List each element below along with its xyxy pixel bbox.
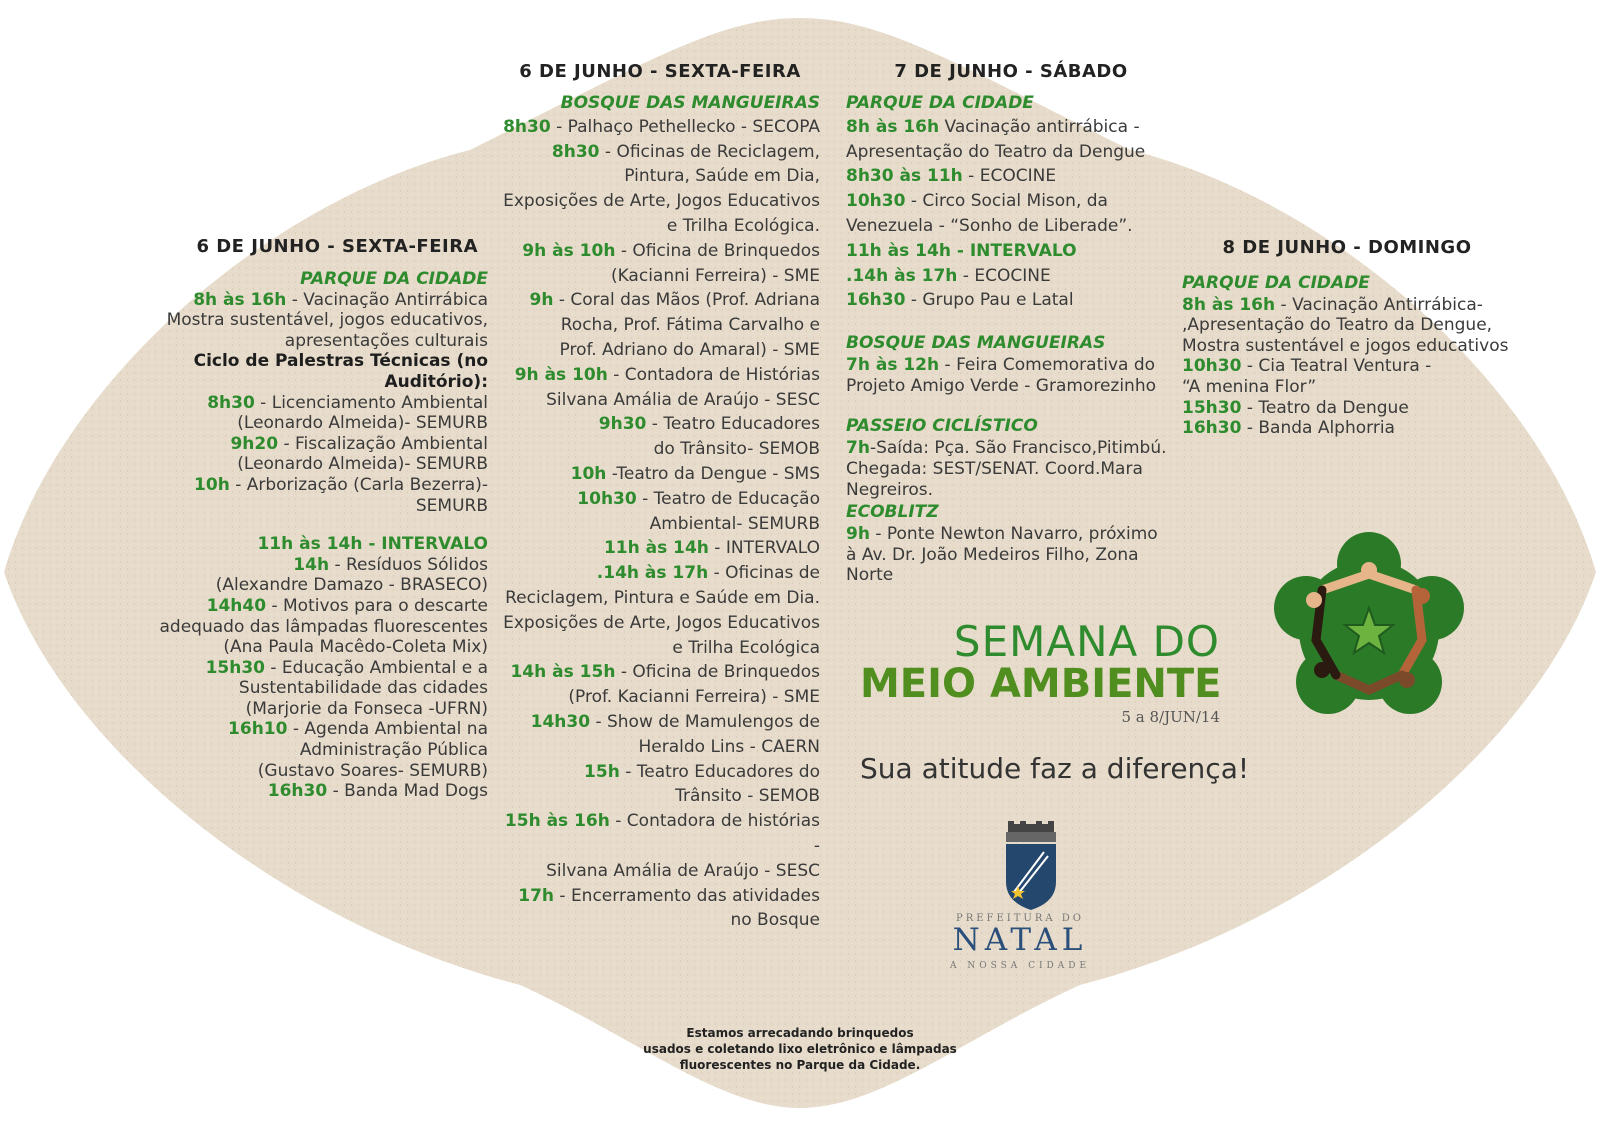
schedule-entry	[500, 636, 820, 661]
schedule-entry	[500, 239, 820, 264]
entry-text: - Show de Mamulengos de	[590, 711, 820, 732]
entry-text: - Banda Alphorria	[1241, 418, 1395, 439]
day-heading: 6 DE JUNHO - SEXTA-FEIRA	[519, 61, 801, 82]
coat-of-arms-icon	[1000, 820, 1062, 912]
entry-time: 8h30	[503, 116, 551, 137]
schedule-entry	[846, 189, 1176, 214]
schedule-entry	[120, 575, 488, 596]
schedule-saturday	[846, 60, 1176, 586]
entry-time: 9h20	[230, 433, 279, 454]
schedule-entry	[500, 338, 820, 363]
entry-text: - Grupo Pau e Latal	[905, 290, 1074, 311]
entry-text: - ECOCINE	[957, 265, 1051, 286]
entry-text: Exposições de Arte, Jogos Educativos	[503, 612, 820, 633]
entry-time: .14h às 17h	[846, 265, 958, 286]
entry-text: - Palhaço Pethellecko - SECOPA	[550, 116, 820, 137]
entry-text: Ciclo de Palestras Técnicas (no Auditório):	[193, 351, 488, 392]
entry-text: - Contadora de histórias -	[609, 811, 820, 856]
entry-text: ,Apresentação do Teatro da Dengue,	[1182, 315, 1493, 336]
entry-time: 8h30	[551, 141, 600, 162]
entry-list	[1182, 295, 1512, 439]
entry-list	[846, 524, 1176, 586]
entry-text: -Teatro da Dengue - SMS	[606, 463, 820, 484]
schedule-entry	[500, 313, 820, 338]
schedule-entry	[500, 760, 820, 785]
entry-time: 14h	[293, 554, 330, 575]
entry-text: - Arborização (Carla Bezerra)- SEMURB	[229, 474, 488, 516]
entry-time: 8h às 16h	[1182, 294, 1276, 315]
schedule-entry	[120, 331, 488, 352]
event-title-line1: SEMANA DO	[953, 617, 1220, 666]
entry-time: 11h às 14h - INTERVALO	[257, 534, 488, 555]
entry-text: - Motivos para o descarte	[266, 595, 488, 616]
entry-time: 16h30	[846, 290, 906, 311]
entry-text: “A menina Flor”	[1182, 376, 1317, 397]
schedule-entry	[500, 735, 820, 760]
schedule-entry	[1182, 315, 1512, 336]
entry-list	[846, 438, 1176, 500]
schedule-entry	[500, 660, 820, 685]
entry-list	[120, 290, 488, 802]
entry-text: - Teatro Educadores do	[619, 761, 820, 782]
schedule-entry	[500, 412, 820, 437]
schedule-entry	[500, 363, 820, 388]
entry-time: 10h	[570, 463, 607, 484]
schedule-entry	[120, 534, 488, 555]
location-title: BOSQUE DAS MANGUEIRAS	[560, 92, 820, 113]
entry-time: 8h30 às 11h	[846, 166, 963, 187]
schedule-entry	[500, 884, 820, 909]
entry-text: - Agenda Ambiental na	[287, 719, 488, 740]
schedule-entry	[846, 264, 1176, 289]
entry-text: Rocha, Prof. Fátima Carvalho e	[560, 315, 820, 336]
entry-text: do Trânsito- SEMOB	[653, 439, 820, 460]
day-heading: 8 DE JUNHO - DOMINGO	[1222, 237, 1472, 258]
schedule-entry	[846, 524, 1176, 545]
schedule-entry	[500, 437, 820, 462]
schedule-entry	[500, 264, 820, 289]
schedule-entry	[1182, 418, 1512, 439]
entry-text: Negreiros.	[846, 479, 934, 500]
entry-text: - Circo Social Mison, da	[905, 191, 1108, 212]
schedule-entry	[120, 596, 488, 617]
schedule-entry	[1182, 336, 1512, 357]
entry-time: 9h	[529, 290, 554, 311]
schedule-entry	[120, 351, 488, 392]
entry-text: - Fiscalização Ambiental	[278, 433, 488, 454]
schedule-entry	[846, 480, 1176, 501]
schedule-entry	[500, 487, 820, 512]
schedule-entry	[846, 164, 1176, 189]
entry-time: 16h30	[1182, 418, 1242, 439]
entry-text: Mostra sustentável, jogos educativos,	[166, 310, 488, 331]
schedule-entry	[120, 719, 488, 740]
schedule-entry	[120, 617, 488, 638]
entry-text: Trânsito - SEMOB	[675, 786, 820, 807]
entry-time: 15h às 16h	[504, 811, 610, 832]
schedule-entry	[846, 239, 1176, 264]
location-title: ECOBLITZ	[846, 502, 939, 523]
donation-note-line: fluorescentes no Parque da Cidade.	[679, 1058, 921, 1072]
entry-text: e Trilha Ecológica.	[666, 215, 820, 236]
entry-time: 11h às 14h	[603, 538, 709, 559]
entry-time: 8h às 16h	[846, 116, 940, 137]
entry-text: (Leonardo Almeida)- SEMURB	[237, 454, 488, 475]
schedule-entry	[1182, 377, 1512, 398]
entry-time: 16h10	[228, 719, 288, 740]
entry-text: Silvana Amália de Araújo - SESC	[546, 389, 820, 410]
entry-time: 15h30	[205, 657, 265, 678]
schedule-entry	[120, 310, 488, 331]
schedule-entry	[846, 214, 1176, 239]
schedule-entry	[120, 740, 488, 761]
schedule-entry	[500, 859, 820, 884]
schedule-entry	[500, 685, 820, 710]
location-title: PARQUE DA CIDADE	[1182, 272, 1370, 293]
schedule-friday-parque	[120, 237, 488, 802]
entry-time: 14h40	[206, 595, 267, 616]
entry-text: Administração Pública	[299, 740, 488, 761]
entry-text: - Vacinação Antirrábica	[286, 289, 488, 310]
entry-time: 9h às 10h	[514, 364, 608, 385]
entry-text: - Feira Comemorativa do	[939, 355, 1156, 376]
entry-text: - Educação Ambiental e a	[264, 657, 488, 678]
prefeitura-name: NATAL	[952, 922, 1088, 958]
schedule-entry	[120, 434, 488, 455]
entry-text: - Licenciamento Ambiental	[254, 392, 488, 413]
entry-time: 10h30	[577, 488, 637, 509]
schedule-entry	[846, 376, 1176, 397]
schedule-entry	[500, 164, 820, 189]
prefeitura-tagline: A NOSSA CIDADE	[949, 961, 1091, 971]
entry-text: - Encerramento das atividades	[554, 885, 820, 906]
location-title: PASSEIO CICLÍSTICO	[846, 416, 1038, 437]
entry-text: Projeto Amigo Verde - Gramorezinho	[846, 375, 1156, 396]
entry-text: Apresentação do Teatro da Dengue	[846, 141, 1146, 162]
entry-text: - Teatro Educadores	[646, 414, 820, 435]
schedule-entry	[846, 355, 1176, 376]
entry-text: Silvana Amália de Araújo - SESC	[546, 860, 820, 881]
entry-text: - Coral das Mãos (Prof. Adriana	[553, 290, 820, 311]
schedule-entry	[846, 288, 1176, 313]
schedule-sunday	[1182, 238, 1512, 439]
schedule-entry	[500, 784, 820, 809]
schedule-entry	[500, 536, 820, 561]
schedule-entry	[500, 512, 820, 537]
entry-time: 9h às 10h	[522, 240, 616, 261]
event-logo-icon	[1262, 530, 1476, 730]
event-slogan: Sua atitude faz a diferença!	[860, 752, 1250, 785]
schedule-entry	[120, 413, 488, 434]
entry-time: 10h30	[1182, 356, 1242, 377]
schedule-entry	[120, 658, 488, 679]
location-title: PARQUE DA CIDADE	[300, 268, 488, 289]
schedule-entry	[120, 761, 488, 782]
entry-text: (Gustavo Soares- SEMURB)	[257, 760, 488, 781]
day-heading: 7 DE JUNHO - SÁBADO	[894, 61, 1128, 82]
entry-text: - ECOCINE	[962, 166, 1057, 187]
day-heading: 6 DE JUNHO - SEXTA-FEIRA	[196, 236, 478, 257]
entry-text: - Banda Mad Dogs	[327, 781, 488, 802]
schedule-entry	[846, 545, 1176, 566]
entry-text: -Saída: Pça. São Francisco,Pitimbú.	[869, 438, 1167, 459]
entry-list	[846, 115, 1176, 313]
schedule-entry	[500, 561, 820, 586]
entry-time: 16h30	[267, 781, 328, 802]
entry-text: Chegada: SEST/SENAT. Coord.Mara	[846, 458, 1143, 479]
entry-text: Mostra sustentável e jogos educativos	[1182, 335, 1509, 356]
entry-text: - Resíduos Sólidos	[329, 554, 488, 575]
entry-time: 9h	[846, 524, 870, 545]
entry-time: 7h às 12h	[846, 355, 940, 376]
entry-text: - Teatro da Dengue	[1241, 397, 1409, 418]
schedule-entry	[120, 290, 488, 311]
entry-text: e Trilha Ecológica	[672, 637, 820, 658]
schedule-entry	[500, 809, 820, 859]
entry-text: - Ponte Newton Navarro, próximo	[869, 524, 1158, 545]
schedule-entry	[120, 393, 488, 414]
entry-time: 8h às 16h	[193, 289, 287, 310]
entry-text: adequado das lâmpadas fluorescentes	[159, 616, 488, 637]
event-dates: 5 a 8/JUN/14	[1121, 708, 1220, 726]
entry-text: apresentações culturais	[284, 330, 488, 351]
schedule-entry	[500, 189, 820, 214]
schedule-entry	[1182, 398, 1512, 419]
entry-text: - Cia Teatral Ventura -	[1241, 356, 1432, 377]
entry-text: Sustentabilidade das cidades	[238, 678, 488, 699]
entry-text: Pintura, Saúde em Dia,	[624, 166, 820, 187]
entry-text: (Ana Paula Macêdo-Coleta Mix)	[223, 637, 488, 658]
entry-text: Heraldo Lins - CAERN	[638, 736, 820, 757]
entry-text: Prof. Adriano do Amaral) - SME	[559, 339, 820, 360]
location-title: PARQUE DA CIDADE	[846, 92, 1034, 113]
entry-text: - Contadora de Histórias	[607, 364, 820, 385]
entry-text: - INTERVALO	[708, 538, 820, 559]
schedule-entry	[500, 586, 820, 611]
schedule-entry	[500, 288, 820, 313]
entry-text: - Oficinas de Reciclagem,	[599, 141, 820, 162]
entry-text: (Alexandre Damazo - BRASECO)	[215, 575, 488, 596]
entry-text: (Prof. Kacianni Ferreira) - SME	[568, 687, 820, 708]
schedule-entry	[846, 115, 1176, 140]
schedule-entry	[120, 637, 488, 658]
schedule-entry	[500, 214, 820, 239]
entry-text: - Teatro de Educação	[636, 488, 820, 509]
entry-text: Reciclagem, Pintura e Saúde em Dia.	[505, 587, 820, 608]
entry-text: (Marjorie da Fonseca -UFRN)	[245, 698, 488, 719]
entry-time: 14h às 15h	[510, 662, 616, 683]
entry-text: (Kacianni Ferreira) - SME	[610, 265, 820, 286]
entry-time: 14h30	[530, 711, 591, 732]
entry-text: Vacinação antirrábica -	[939, 116, 1140, 137]
schedule-entry	[120, 678, 488, 699]
schedule-entry	[500, 908, 820, 933]
schedule-entry	[120, 475, 488, 516]
schedule-entry	[500, 611, 820, 636]
schedule-entry	[846, 565, 1176, 586]
schedule-entry	[500, 388, 820, 413]
entry-time: 7h	[846, 438, 870, 459]
entry-time: 15h30	[1182, 397, 1242, 418]
donation-note-line: usados e coletando lixo eletrônico e lâmpadas	[643, 1042, 957, 1056]
schedule-entry	[846, 459, 1176, 480]
entry-text: no Bosque	[730, 910, 820, 931]
entry-list	[500, 115, 820, 933]
schedule-entry	[500, 115, 820, 140]
schedule-friday-bosque	[500, 60, 820, 933]
schedule-entry	[500, 462, 820, 487]
entry-list	[846, 355, 1176, 396]
entry-time: 8h30	[207, 392, 255, 413]
entry-text: - Oficina de Brinquedos	[615, 240, 820, 261]
entry-time: .14h às 17h	[596, 563, 709, 584]
entry-time: 10h	[194, 474, 230, 495]
entry-text: Ambiental- SEMURB	[649, 513, 820, 534]
schedule-entry	[500, 710, 820, 735]
entry-text: Exposições de Arte, Jogos Educativos	[503, 191, 820, 212]
schedule-entry	[120, 781, 488, 802]
entry-text: à Av. Dr. João Medeiros Filho, Zona	[846, 544, 1139, 565]
schedule-entry	[500, 140, 820, 165]
event-title-line2: MEIO AMBIENTE	[860, 661, 1222, 707]
donation-note	[640, 1025, 960, 1073]
schedule-entry	[846, 140, 1176, 165]
schedule-entry	[120, 699, 488, 720]
entry-time: 17h	[518, 885, 554, 906]
prefeitura-label: PREFEITURA DO	[956, 913, 1084, 924]
entry-text: - Oficina de Brinquedos	[615, 662, 820, 683]
entry-time: 10h30	[846, 191, 906, 212]
location-title: BOSQUE DAS MANGUEIRAS	[846, 333, 1106, 354]
entry-time: 9h30	[598, 414, 647, 435]
schedule-entry	[120, 454, 488, 475]
donation-note-line: Estamos arrecadando brinquedos	[686, 1026, 914, 1040]
entry-text: (Leonardo Almeida)- SEMURB	[237, 413, 488, 434]
schedule-entry	[1182, 295, 1512, 316]
entry-text: Venezuela - “Sonho de Liberade”.	[846, 215, 1133, 236]
schedule-entry	[120, 555, 488, 576]
entry-time: 15h	[584, 761, 620, 782]
schedule-entry	[846, 438, 1176, 459]
entry-text: Norte	[846, 565, 894, 586]
schedule-entry	[1182, 356, 1512, 377]
entry-time: 11h às 14h - INTERVALO	[846, 240, 1077, 261]
entry-text: - Oficinas de	[708, 563, 820, 584]
entry-text: - Vacinação Antirrábica-	[1275, 294, 1483, 315]
